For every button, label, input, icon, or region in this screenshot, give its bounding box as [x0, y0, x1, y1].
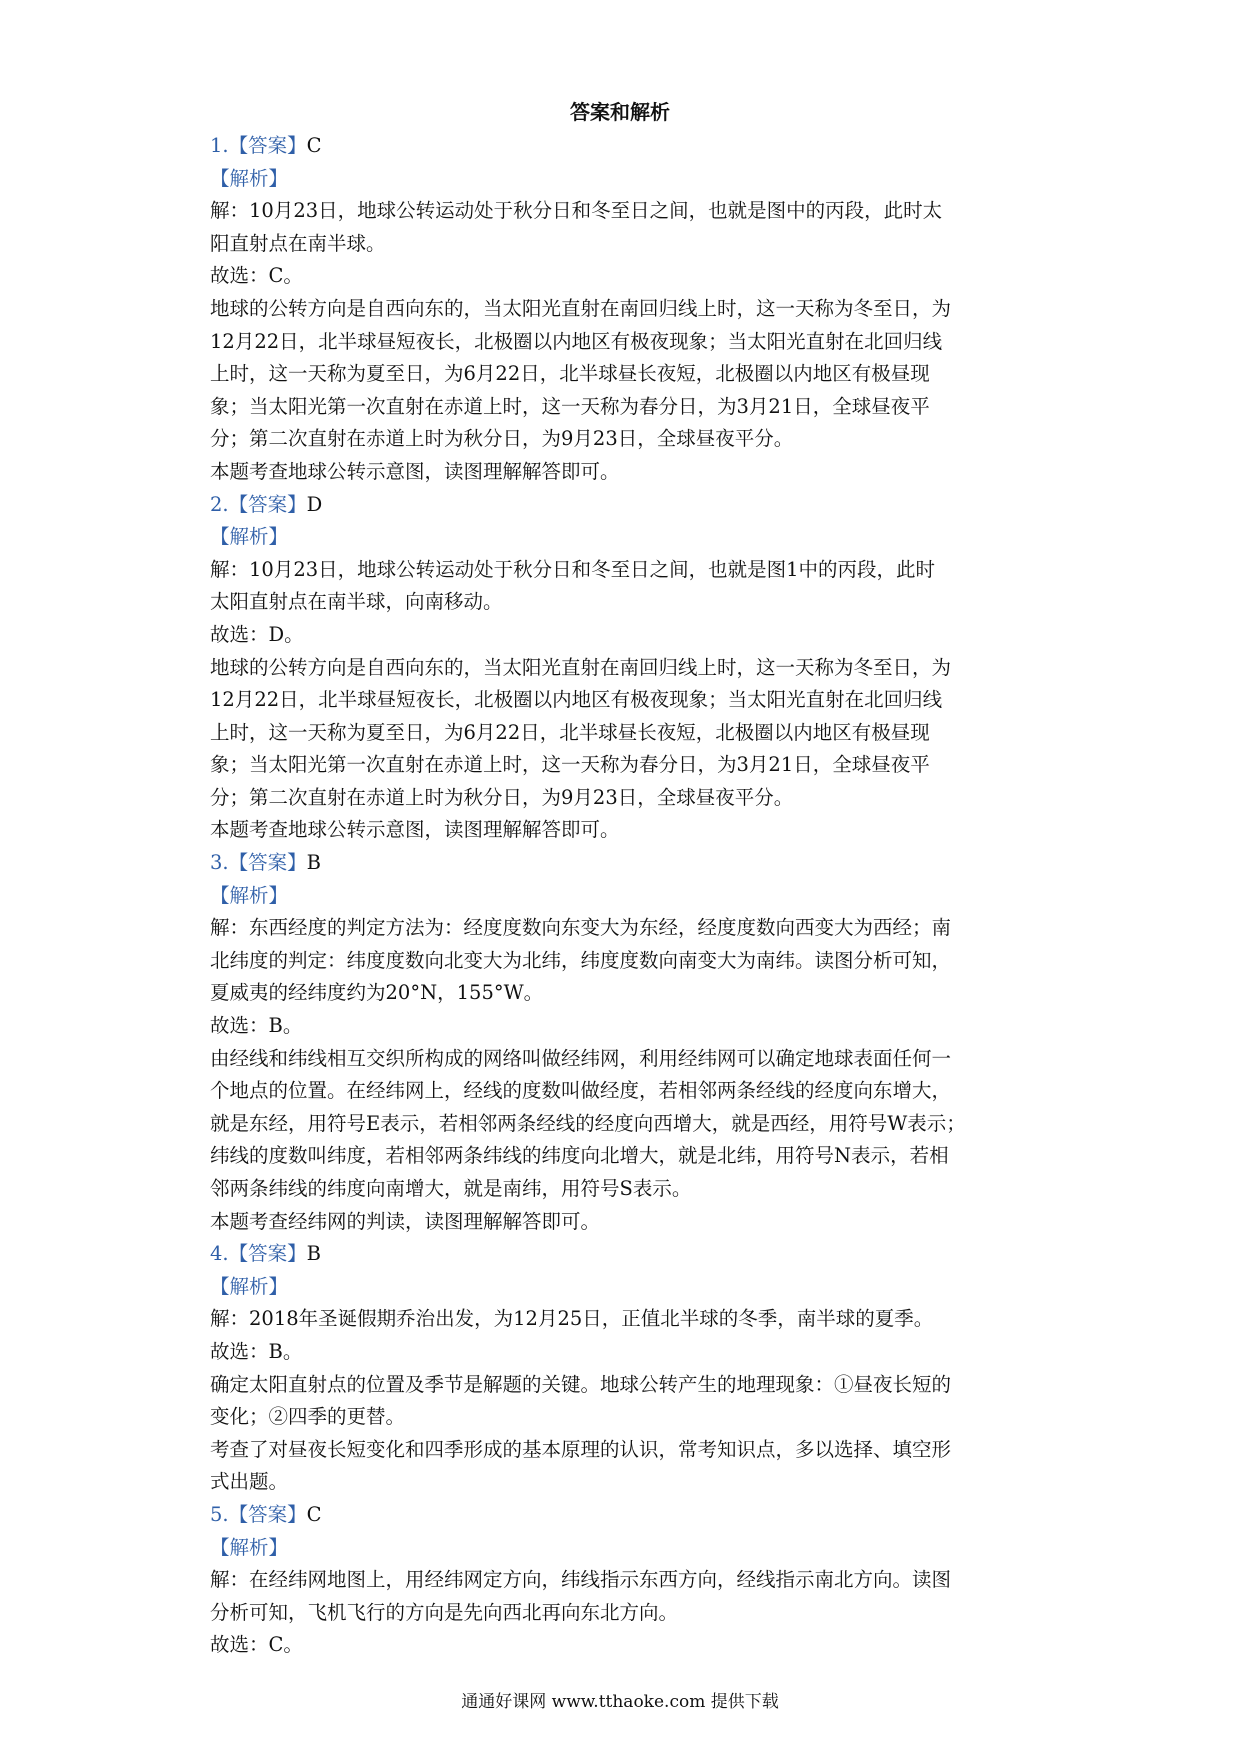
analysis-label: 【解析】 [210, 525, 289, 549]
line-text: 12月22日，北半球昼短夜长，北极圈以内地区有极夜现象；当太阳光直射在北回归线 [210, 688, 943, 712]
answer-label: 1.【答案】 [210, 134, 307, 157]
line-text: 12月22日，北半球昼短夜长，北极圈以内地区有极夜现象；当太阳光直射在北回归线 [210, 329, 943, 353]
text-line [210, 782, 1040, 815]
line-text: 太阳直射点在南半球，向南移动。 [210, 590, 503, 614]
answer-line [210, 1499, 1040, 1532]
line-text: 分；第二次直射在赤道上时为秋分日，为9月23日，全球昼夜平分。 [210, 785, 794, 809]
text-line [210, 1564, 1040, 1597]
text-line [210, 1401, 1040, 1434]
line-text: 本题考查经纬网的判读，读图理解解答即可。 [210, 1209, 601, 1233]
text-line [210, 1597, 1040, 1630]
page-title: 答案和解析 [570, 100, 670, 124]
line-text: 确定太阳直射点的位置及季节是解题的关键。地球公转产生的地理现象：①昼夜长短的 [210, 1372, 952, 1396]
line-text: 故选：B。 [210, 1339, 303, 1363]
analysis-label: 【解析】 [210, 883, 289, 907]
text-line [210, 1434, 1040, 1467]
analysis-heading [210, 880, 1040, 913]
analysis-heading [210, 521, 1040, 554]
text-line [210, 684, 1040, 717]
text-line [210, 586, 1040, 619]
line-text: 解：10月23日，地球公转运动处于秋分日和冬至日之间，也就是图中的丙段，此时太 [210, 199, 943, 223]
line-text: 解：东西经度的判定方法为：经度度数向东变大为东经，经度度数向西变大为西经；南 [210, 916, 952, 940]
text-line [210, 749, 1040, 782]
text-line [210, 945, 1040, 978]
line-text: 地球的公转方向是自西向东的，当太阳光直射在南回归线上时，这一天称为冬至日，为 [210, 655, 952, 679]
answer-label: 2.【答案】 [210, 492, 307, 516]
analysis-heading [210, 163, 1040, 196]
text-line [210, 195, 1040, 228]
text-line [210, 1075, 1040, 1108]
line-text: 夏威夷的经纬度约为20°N，155°W。 [210, 981, 544, 1005]
text-line [210, 423, 1040, 456]
answer-label: 5.【答案】 [210, 1502, 307, 1526]
line-text: 故选：B。 [210, 1014, 303, 1038]
line-text: 故选：C。 [210, 264, 303, 288]
line-text: 解：10月23日，地球公转运动处于秋分日和冬至日之间，也就是图1中的丙段，此时 [210, 557, 936, 581]
line-text: 阳直射点在南半球。 [210, 231, 386, 255]
text-line [210, 1206, 1040, 1239]
text-line [210, 391, 1040, 424]
analysis-heading [210, 1271, 1040, 1304]
line-text: 邻两条纬线的纬度向南增大，就是南纬，用符号S表示。 [210, 1177, 692, 1200]
line-text: 地球的公转方向是自西向东的，当太阳光直射在南回归线上时，这一天称为冬至日，为 [210, 296, 952, 320]
text-line [210, 1043, 1040, 1076]
line-text: 纬线的度数叫纬度，若相邻两条纬线的纬度向北增大，就是北纬，用符号N表示，若相 [210, 1144, 949, 1168]
line-text: 象；当太阳光第一次直射在赤道上时，这一天称为春分日，为3月21日，全球昼夜平 [210, 394, 930, 418]
text-line [210, 1369, 1040, 1402]
line-text: 本题考查地球公转示意图，读图理解解答即可。 [210, 818, 620, 842]
text-line [210, 717, 1040, 750]
answer-value: D [306, 492, 323, 516]
text-line [210, 358, 1040, 391]
analysis-label: 【解析】 [210, 1274, 289, 1298]
line-text: 故选：C。 [210, 1633, 303, 1657]
text-line [210, 977, 1040, 1010]
answer-label: 4.【答案】 [210, 1242, 307, 1266]
answer-value: C [306, 134, 322, 157]
answer-line [210, 1238, 1040, 1271]
text-line [210, 260, 1040, 293]
text-line [210, 1010, 1040, 1043]
line-text: 北纬度的判定：纬度度数向北变大为北纬，纬度度数向南变大为南纬。读图分析可知， [210, 948, 952, 972]
text-line [210, 1108, 1040, 1141]
line-text: 本题考查地球公转示意图，读图理解解答即可。 [210, 459, 620, 483]
line-text: 个地点的位置。在经纬网上，经线的度数叫做经度，若相邻两条经线的经度向东增大， [210, 1079, 952, 1103]
text-line [210, 1303, 1040, 1336]
line-text: 考查了对昼夜长短变化和四季形成的基本原理的认识，常考知识点，多以选择、填空形 [210, 1437, 952, 1461]
text-line [210, 326, 1040, 359]
answer-line [210, 130, 1040, 163]
text-line [210, 554, 1040, 587]
answer-value: B [306, 1242, 321, 1266]
line-text: 分；第二次直射在赤道上时为秋分日，为9月23日，全球昼夜平分。 [210, 427, 794, 451]
line-text: 上时，这一天称为夏至日，为6月22日，北半球昼长夜短，北极圈以内地区有极昼现 [210, 720, 930, 744]
text-line [210, 1173, 1040, 1206]
line-text: 就是东经，用符号E表示，若相邻两条经线的经度向西增大，就是西经，用符号W表示； [210, 1111, 966, 1135]
answer-content [210, 130, 1040, 1662]
line-text: 由经线和纬线相互交织所构成的网络叫做经纬网，利用经纬网可以确定地球表面任何一 [210, 1046, 952, 1070]
answer-value: C [306, 1502, 322, 1526]
answer-value: B [306, 851, 321, 875]
page-footer: 通通好课网 www.tthaoke.com 提供下载 [461, 1692, 779, 1712]
answer-line [210, 489, 1040, 522]
text-line [210, 228, 1040, 261]
line-text: 解：在经纬网地图上，用经纬网定方向，纬线指示东西方向，经线指示南北方向。读图 [210, 1568, 952, 1592]
text-line [210, 1140, 1040, 1173]
text-line [210, 456, 1040, 489]
line-text: 式出题。 [210, 1470, 289, 1494]
text-line [210, 912, 1040, 945]
text-line [210, 814, 1040, 847]
line-text: 变化；②四季的更替。 [210, 1405, 406, 1429]
line-text: 故选：D。 [210, 622, 304, 646]
analysis-label: 【解析】 [210, 1535, 289, 1559]
line-text: 分析可知，飞机飞行的方向是先向西北再向东北方向。 [210, 1600, 679, 1624]
answer-label: 3.【答案】 [210, 851, 307, 875]
text-line [210, 619, 1040, 652]
analysis-heading [210, 1532, 1040, 1565]
text-line [210, 1629, 1040, 1662]
text-line [210, 652, 1040, 685]
line-text: 象；当太阳光第一次直射在赤道上时，这一天称为春分日，为3月21日，全球昼夜平 [210, 753, 930, 777]
answer-line [210, 847, 1040, 880]
line-text: 解：2018年圣诞假期乔治出发，为12月25日，正值北半球的冬季，南半球的夏季。 [210, 1307, 934, 1331]
analysis-label: 【解析】 [210, 166, 289, 190]
line-text: 上时，这一天称为夏至日，为6月22日，北半球昼长夜短，北极圈以内地区有极昼现 [210, 362, 930, 386]
text-line [210, 1466, 1040, 1499]
text-line [210, 1336, 1040, 1369]
text-line [210, 293, 1040, 326]
